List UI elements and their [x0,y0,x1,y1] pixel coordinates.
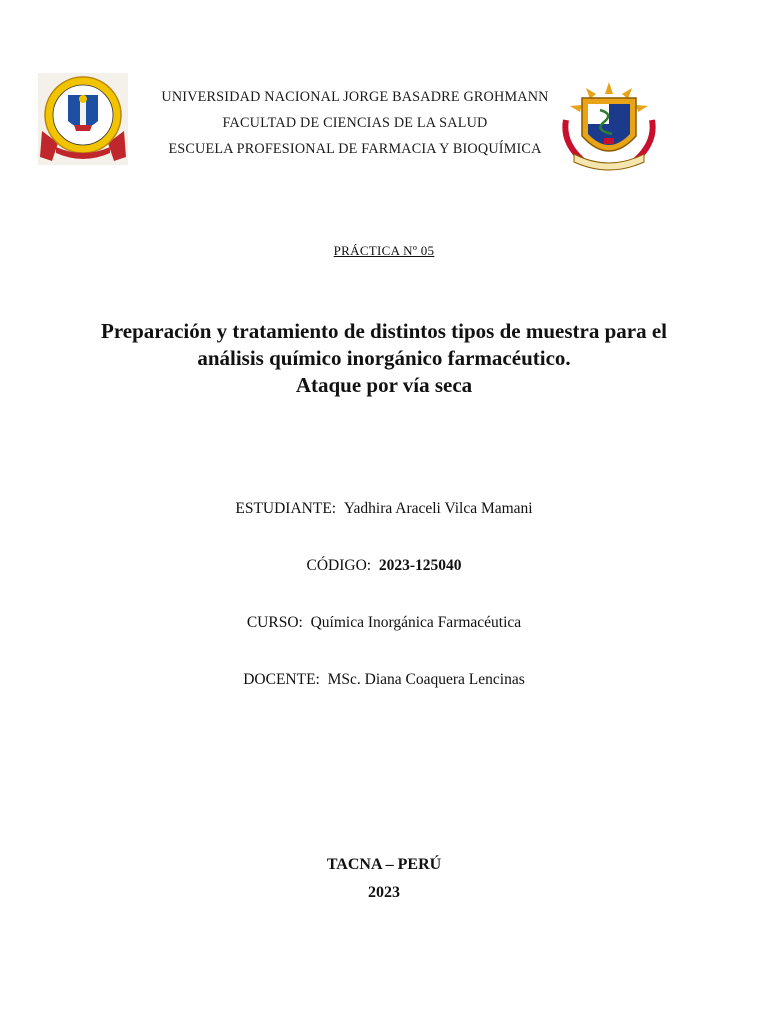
document-title [40,318,728,399]
practice-number: PRÁCTICA Nº 05 [333,243,435,258]
faculty-name: FACULTAD DE CIENCIAS DE LA SALUD [222,115,488,131]
title-line-3: Ataque por vía seca [295,373,473,397]
code-value: 2023-125040 [378,557,462,574]
student-label: ESTUDIANTE: [235,500,337,517]
teacher-label: DOCENTE: [243,671,320,688]
course-line [0,614,768,632]
university-name: UNIVERSIDAD NACIONAL JORGE BASADRE GROHMANN [161,89,549,105]
student-line [0,500,768,518]
pharmacy-school-emblem-icon [560,80,658,174]
place-text: TACNA – PERÚ [326,856,442,873]
code-line [0,557,768,575]
teacher-value: MSc. Diana Coaquera Lencinas [327,671,525,688]
title-line-2: análisis químico inorgánico farmacéutico. [197,346,571,370]
course-label: CURSO: [246,614,303,631]
school-name: ESCUELA PROFESIONAL DE FARMACIA Y BIOQUÍMICA [168,141,542,157]
year-text: 2023 [368,884,400,901]
institution-header [150,84,560,162]
student-value: Yadhira Araceli Vilca Mamani [343,500,533,517]
course-value: Química Inorgánica Farmacéutica [310,614,522,631]
code-label: CÓDIGO: [306,557,372,574]
teacher-line [0,671,768,689]
university-seal-icon [38,73,128,165]
title-line-1: Preparación y tratamiento de distintos tipos de muestra para el [101,319,667,343]
